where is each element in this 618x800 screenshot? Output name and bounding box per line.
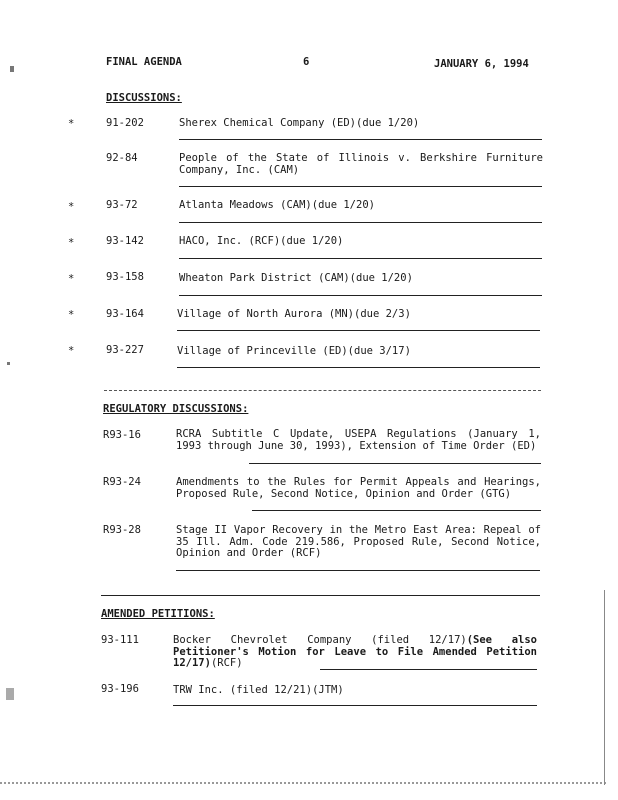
discussion-rule: [177, 330, 540, 331]
discussion-rule: [179, 258, 542, 259]
discussion-number: 93-142: [106, 235, 144, 247]
regulatory-rule: [252, 510, 541, 511]
discussion-text: People of the State of Illinois v. Berkshire Furniture Company, Inc. (CAM): [179, 152, 543, 176]
discussion-text: Sherex Chemical Company (ED)(due 1/20): [179, 117, 420, 129]
regulatory-number: R93-24: [103, 476, 141, 488]
regulatory-heading-label: REGULATORY DISCUSSIONS:: [103, 403, 249, 415]
discussion-star: *: [68, 345, 75, 357]
discussion-text: Village of North Aurora (MN)(due 2/3): [177, 308, 411, 320]
discussion-rule: [179, 222, 542, 223]
scan-speck: [6, 688, 14, 700]
discussion-number: 93-72: [106, 199, 138, 211]
header-date: JANUARY 6, 1994: [434, 58, 529, 70]
regulatory-heading: [103, 403, 248, 415]
discussion-text: Wheaton Park District (CAM)(due 1/20): [179, 272, 413, 284]
discussion-star: *: [68, 201, 75, 213]
amended-number: 93-111: [101, 634, 139, 646]
regulatory-number: R93-16: [103, 429, 141, 441]
discussion-star: *: [68, 309, 75, 321]
regulatory-text: Stage II Vapor Recovery in the Metro East Area: Repeal of 35 Ill. Adm. Code 219.586, Proposed Rule, Second Notice, Opinion and Order (RCF): [176, 524, 541, 559]
scan-speck: [10, 66, 14, 72]
discussion-number: 93-227: [106, 344, 144, 356]
amended-text-tail: (RCF): [210, 657, 243, 669]
scan-edge-line: [604, 590, 605, 785]
discussion-star: *: [68, 237, 75, 249]
regulatory-rule: [249, 463, 541, 464]
discussion-text: Atlanta Meadows (CAM)(due 1/20): [179, 199, 375, 211]
scan-speck: [7, 362, 10, 365]
amended-heading: [101, 608, 215, 620]
amended-text-bold: (See also Petitioner's Motion for Leave to File Amended Petition 12/17): [173, 634, 537, 669]
section-divider: [101, 595, 540, 596]
regulatory-number: R93-28: [103, 524, 141, 536]
amended-heading-label: AMENDED PETITIONS:: [101, 608, 215, 620]
amended-rule: [320, 669, 537, 670]
discussion-rule: [177, 367, 540, 368]
amended-number: 93-196: [101, 683, 139, 695]
discussion-rule: [179, 295, 542, 296]
section-divider: [104, 390, 541, 391]
amended-text-plain: Bocker Chevrolet Company (filed 12/17): [173, 634, 467, 646]
header-page-number: 6: [303, 56, 310, 68]
discussion-number: 93-164: [106, 308, 144, 320]
amended-rule: [173, 705, 537, 706]
amended-text: TRW Inc. (filed 12/21)(JTM): [173, 684, 344, 696]
discussion-text: Village of Princeville (ED)(due 3/17): [177, 345, 411, 357]
discussion-star: *: [68, 118, 75, 130]
discussion-rule: [179, 139, 542, 140]
discussion-star: *: [68, 273, 75, 285]
regulatory-text: RCRA Subtitle C Update, USEPA Regulations (January 1, 1993 through June 30, 1993), Extension of Time Order (ED): [176, 428, 541, 452]
discussion-number: 93-158: [106, 271, 144, 283]
discussion-text: HACO, Inc. (RCF)(due 1/20): [179, 235, 344, 247]
header-title: FINAL AGENDA: [106, 56, 182, 68]
scan-edge-artifact: [0, 782, 606, 784]
regulatory-text: Amendments to the Rules for Permit Appeals and Hearings, Proposed Rule, Second Notice, Opinion and Order (GTG): [176, 476, 541, 500]
discussion-number: 91-202: [106, 117, 144, 129]
regulatory-rule: [176, 570, 540, 571]
discussions-heading: DISCUSSIONS:: [106, 92, 182, 104]
discussion-rule: [179, 186, 542, 187]
amended-text: [173, 635, 537, 670]
discussion-number: 92-84: [106, 152, 138, 164]
